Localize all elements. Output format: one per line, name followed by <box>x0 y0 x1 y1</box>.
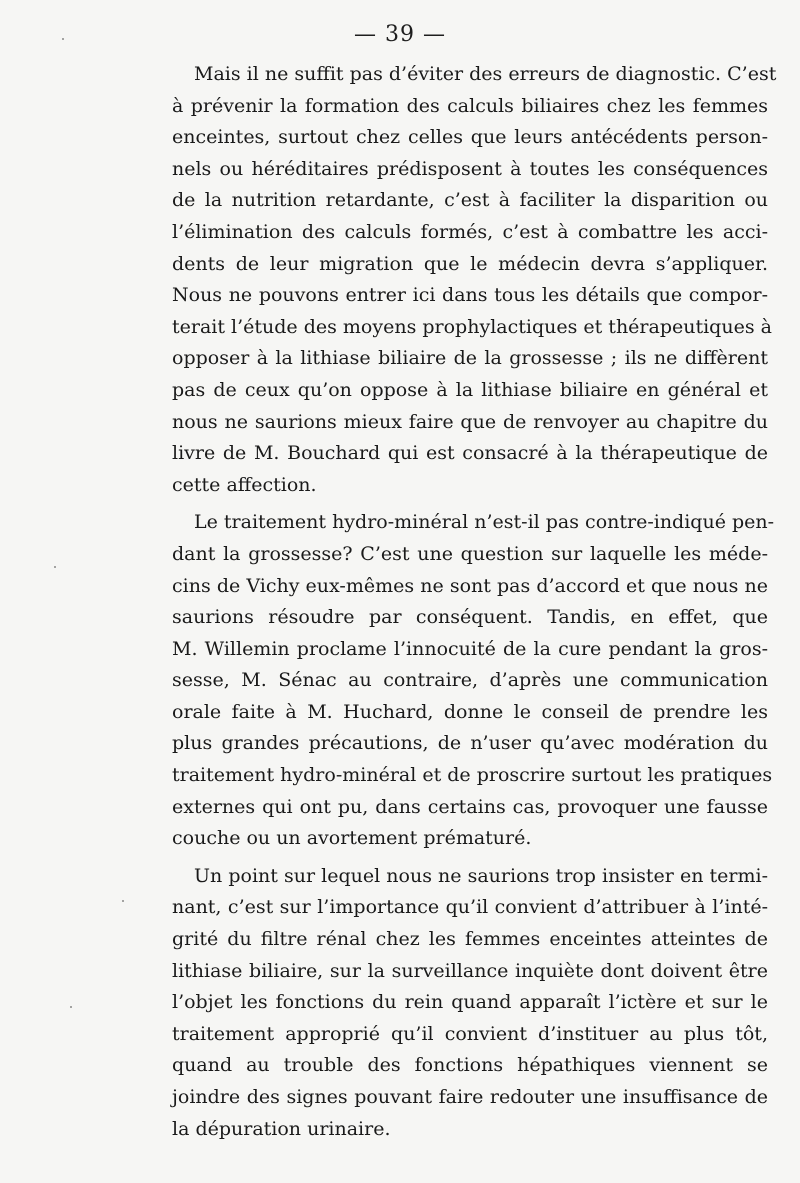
text-line: quand au trouble des fonctions hépathiques viennent se <box>172 1054 768 1077</box>
text-line: Un point sur lequel nous ne saurions trop insister en termi- <box>194 864 768 887</box>
margin-speck <box>54 566 56 568</box>
text-line: terait l’étude des moyens prophylactiques et thérapeutiques à <box>172 315 772 338</box>
paragraph-3 <box>172 861 768 1145</box>
text-line: sesse, M. Sénac au contraire, d’après une communication <box>172 669 768 692</box>
text-line: traitement hydro-minéral et de proscrire surtout les pratiques <box>172 764 773 787</box>
text-line: joindre des signes pouvant faire redouter une insuffisance de <box>172 1086 768 1108</box>
margin-speck <box>122 900 124 902</box>
text-line: M. Willemin proclame l’innocuité de la cure pendant la gros- <box>172 637 768 660</box>
text-line: orale faite à M. Huchard, donne le conseil de prendre les <box>172 700 768 723</box>
paragraph-2 <box>172 507 775 855</box>
text-line: nant, c’est sur l’importance qu’il convient d’attribuer à l’inté- <box>172 896 768 919</box>
text-line: cette affection. <box>172 473 317 496</box>
page-number: — 39 — <box>354 22 446 47</box>
text-line: Mais il ne suffit pas d’éviter des erreurs de diagnostic. C’est <box>194 63 777 85</box>
body-text <box>172 59 777 1145</box>
text-line: saurions résoudre par conséquent. Tandis, en effet, que <box>172 606 768 629</box>
text-line: à prévenir la formation des calculs biliaires chez les femmes <box>172 94 768 117</box>
text-line: lithiase biliaire, sur la surveillance inquiète dont doivent être <box>172 959 768 982</box>
margin-speck <box>62 38 64 40</box>
text-line: cins de Vichy eux-mêmes ne sont pas d’accord et que nous ne <box>172 574 768 597</box>
paragraph-1 <box>172 59 777 501</box>
text-line: de la nutrition retardante, c’est à faciliter la disparition ou <box>172 189 768 212</box>
text-line: Le traitement hydro-minéral n’est-il pas contre-indiqué pen- <box>194 511 775 534</box>
text-line: l’objet les fonctions du rein quand apparaît l’ictère et sur le <box>172 991 768 1014</box>
text-line: traitement approprié qu’il convient d’instituer au plus tôt, <box>172 1022 768 1045</box>
text-line: dents de leur migration que le médecin devra s’appliquer. <box>172 252 768 275</box>
text-line: pas de ceux qu’on oppose à la lithiase biliaire en général et <box>172 378 768 401</box>
text-line: l’élimination des calculs formés, c’est à combattre les acci- <box>172 220 768 243</box>
text-line: plus grandes précautions, de n’user qu’avec modération du <box>172 732 768 755</box>
text-line: externes qui ont pu, dans certains cas, provoquer une fausse <box>172 795 768 818</box>
text-line: opposer à la lithiase biliaire de la grossesse ; ils ne diffèrent <box>172 347 768 370</box>
text-line: nous ne saurions mieux faire que de renvoyer au chapitre du <box>172 410 768 433</box>
text-line: Nous ne pouvons entrer ici dans tous les détails que compor- <box>172 284 768 307</box>
text-line: dant la grossesse? C’est une question sur laquelle les méde- <box>172 542 768 565</box>
text-line: la dépuration urinaire. <box>172 1117 391 1140</box>
text-line: couche ou un avortement prématuré. <box>172 827 532 850</box>
text-line: livre de M. Bouchard qui est consacré à la thérapeutique de <box>172 442 768 465</box>
text-line: nels ou héréditaires prédisposent à toutes les conséquences <box>172 157 768 180</box>
text-line: grité du filtre rénal chez les femmes enceintes atteintes de <box>172 928 768 951</box>
text-line: enceintes, surtout chez celles que leurs antécédents person- <box>172 126 768 149</box>
margin-speck <box>70 1006 72 1008</box>
